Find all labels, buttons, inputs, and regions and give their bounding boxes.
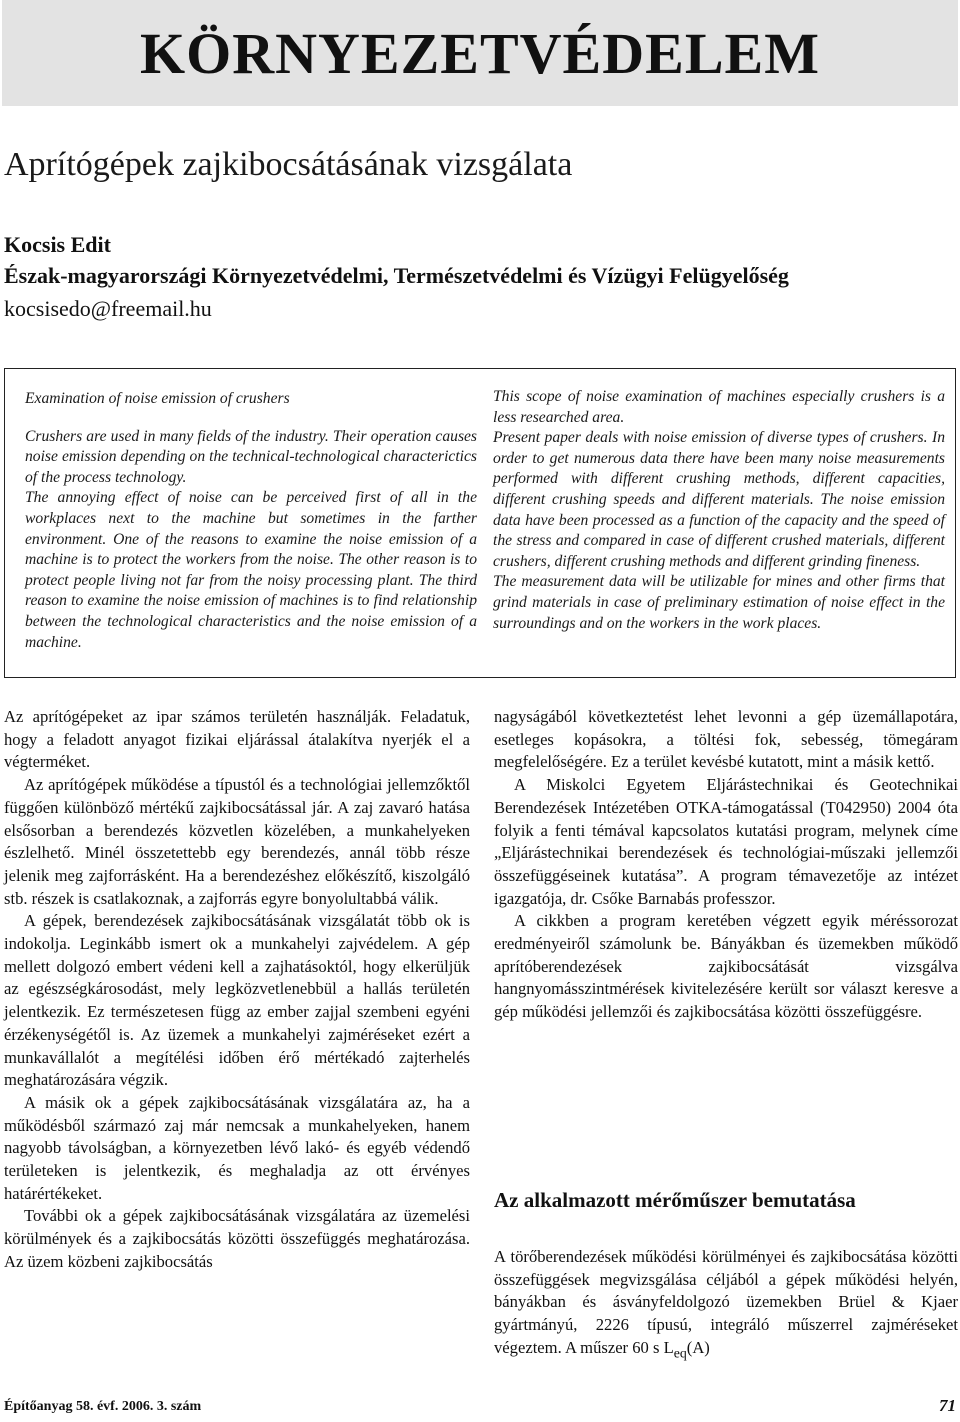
journal-section-header: KÖRNYEZETVÉDELEM xyxy=(140,21,820,86)
body-left-column xyxy=(4,706,470,1274)
abstract-paragraph: Present paper deals with noise emission of diverse types of crushers. In order to get numerous data there have been many noise measurements performed with different crushing methods, different capacities, different crushing speeds and different materials. The noise emission data have been processed as a function of the capacity and the speed of the stress and compared in case of different crushed materials, different crushers, different crushing methods and different grinding fineness. xyxy=(493,429,945,570)
author-name: Kocsis Edit xyxy=(4,232,111,257)
page-number: 71 xyxy=(939,1396,956,1415)
body-paragraph: A cikkben a program keretében végzett egyik méréssorozat eredményeiről számolunk be. Bányákban és üzemekben működő aprítóberendezések zajkibocsátását vizsgálva hangnyomásszintmérések kivitelezésére került sor választ keresve a gép működési jellemzői és zajkibocsátása közötti összefüggésre. xyxy=(494,911,958,1022)
abstract-paragraph: The measurement data will be utilizable for mines and other firms that grind materials in case of preliminary estimation of noise effect in the surroundings and on the workers in the work places. xyxy=(493,573,945,632)
author-email: kocsisedo@freemail.hu xyxy=(4,296,212,321)
body-paragraph: További ok a gépek zajkibocsátásának vizsgálatára az üzemelési körülmények és a zajkibocsátás közötti összefüggés meghatározása. Az üzem közbeni zajkibocsátás xyxy=(4,1206,470,1271)
abstract-heading: Examination of noise emission of crushers xyxy=(25,390,290,407)
section-heading: Az alkalmazott mérőműszer bemutatása xyxy=(494,1188,856,1212)
body-paragraph: Az aprítógépeket az ipar számos területén használják. Feladatuk, hogy a feladott anyagot fizikai eljárással átalakítva nyerjék el a végterméket. xyxy=(4,707,470,772)
abstract-right-column xyxy=(493,387,945,634)
abstract-paragraph: This scope of noise examination of machines especially crushers is a less researched area. xyxy=(493,388,945,426)
author-affiliation: Észak-magyarországi Környezetvédelmi, Természetvédelmi és Vízügyi Felügyelőség xyxy=(4,263,789,288)
body-paragraph: A gépek, berendezések zajkibocsátásának vizsgálatát több ok is indokolja. Leginkább ismert ok a munkahelyi zajvédelem. A gép mellett dolgozó embert védeni kell a zajhatásoktól, hogy elkerüljük az egészségkárosodást, mely legközvetlenebbül a hallás területén jelentkezik. Ez természetesen függ az ember zajjal szembeni egyéni érzékenységétől is. Az üzemek a munkahelyi zajméréseket ezért a munkavállalót a megítélési időben érő mértékadó zajterhelés meghatározására végzik. xyxy=(4,911,470,1090)
body-paragraph: A másik ok a gépek zajkibocsátásának vizsgálatára az, ha a működésből származó zaj már nemcsak a munkahelyeken, hanem nagyobb távolságban, a környezetben lévő lakó- és egyéb védendő területeken is jelentkezik, és meghaladja az ott érvényes határértékeket. xyxy=(4,1092,470,1203)
body-right-column xyxy=(494,706,958,1024)
section-paragraph-tail: (A) xyxy=(686,1337,710,1357)
section-paragraph-text: A törőberendezések működési körülményei és zajkibocsátása közötti összefüggések megvizsgálása céljából a gépek működési helyén, bányákban és ásványfeldolgozó üzemekben Brüel & Kjaer gyártmányú, 2226 típusú, integráló műszerrel zajméréseket végeztem. A műszer 60 s L xyxy=(494,1247,958,1357)
body-paragraph: Az aprítógépek működése a típustól és a technológiai jellemzőktől függően különböző mértékű zajkibocsátással jár. A zaj zavaró hatása elsősorban a berendezés közvetlen közelében, a munkahelyeken észlelhető. Minél összetettebb egy berendezés, annál több része jelenik meg zajforrásként. Ha a berendezéshez előkészítő, kiszolgáló stb. részek is csatlakoznak, a zajforrás egyre bonyolultabbá válik. xyxy=(4,775,470,908)
body-paragraph: nagyságából következtetést lehet levonni a gép üzemállapotára, esetleges kopásokra, a töltési fok, sebesség, tömegáram megfelelőségére. Ez a terület kevésbé kutatott, mint a másik kettő. xyxy=(494,707,958,772)
english-abstract-box xyxy=(4,368,956,678)
body-paragraph xyxy=(494,1246,958,1365)
section-body xyxy=(494,1246,958,1365)
footer-journal-info: Építőanyag 58. évf. 2006. 3. szám xyxy=(4,1399,202,1414)
subscript-eq: eq xyxy=(673,1345,687,1361)
abstract-left-column xyxy=(25,389,477,653)
abstract-paragraph: Crushers are used in many fields of the industry. Their operation causes noise emission depending on the technical-technological characterictics of the process technology. xyxy=(25,427,477,486)
abstract-paragraph: The annoying effect of noise can be perceived first of all in the workplaces next to the machine but sometimes in the farther environment. One of the reasons to examine the noise emission of a machine is to protect the workers from the noise. The other reason is to protect people living not far from the noisy processing plant. The third reason to examine the noise emission of machines is to find relationship between the technological characteristics and the noise emission of a machine. xyxy=(25,489,477,651)
article-title: Aprítógépek zajkibocsátásának vizsgálata xyxy=(4,146,573,183)
body-paragraph: A Miskolci Egyetem Eljárástechnikai és Geotechnikai Berendezések Intézetében OTKA-támogatással (T042950) 2004 óta folyik a fenti témával kapcsolatos kutatási program, melynek címe „Eljárástechnikai berendezések és technológiai-műszaki jellemzői összefüggéseinek kutatása”. A program témavezetője az intézet igazgatója, dr. Csőke Barnabás professzor. xyxy=(494,775,958,908)
